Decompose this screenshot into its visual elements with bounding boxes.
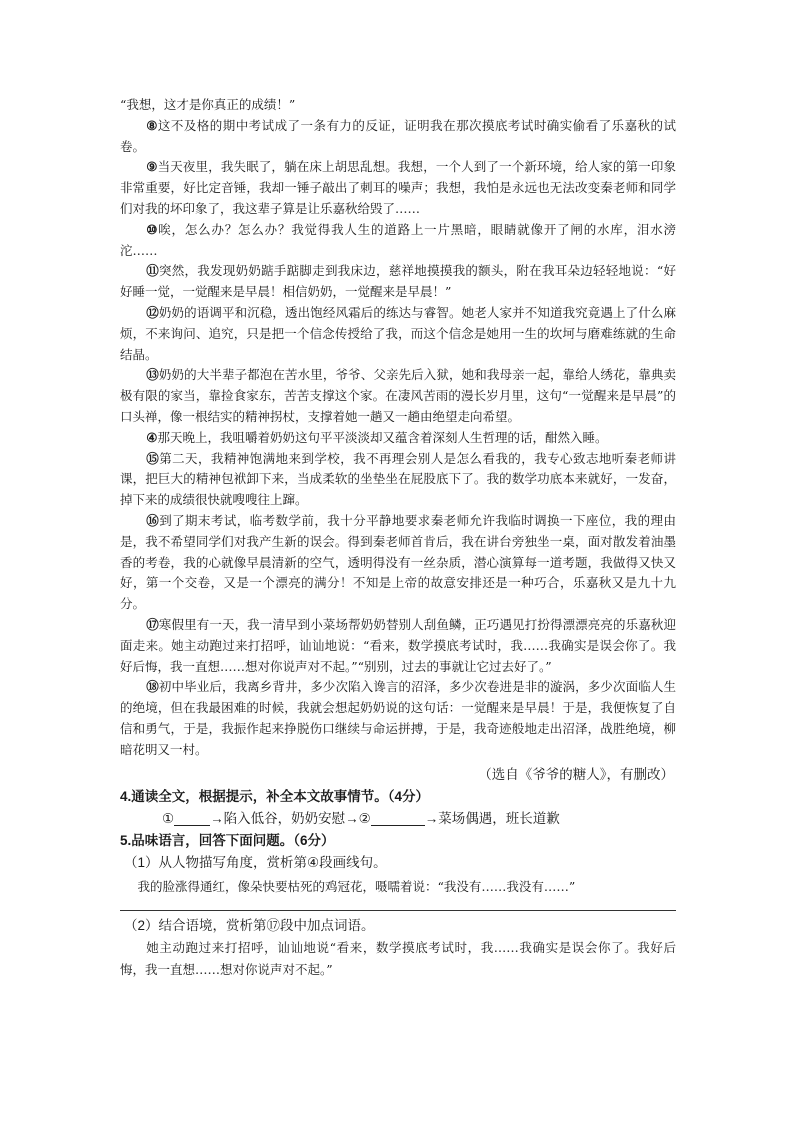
paragraph-10 [120, 220, 676, 262]
paragraph-text: 唉，怎么办？怎么办？我觉得我人生的道路上一片黑暗，眼睛就像开了闸的水库，泪水滂沱…… [120, 221, 676, 258]
paragraph-text: 奶奶的大半辈子都泡在苦水里，爷爷、父亲先后入狱，她和我母亲一起，靠给人绣花，靠典卖极有限的家当，靠捡食家东，苦苦支撑这个家。在凄风苦雨的漫长岁月里，这句“一觉醒来是早晨”的口头禅，像一根结实的精神拐杖，支撑着她一趟又一趟由绝望走向希望。 [120, 367, 676, 424]
paragraph-11 [120, 261, 676, 303]
paragraph-17 [120, 615, 676, 677]
question-4-plot-chain [162, 808, 676, 830]
paragraph-text: 奶奶的语调平和沉稳，透出饱经风霜后的练达与睿智。她老人家并不知道我究竟遇上了什么麻烦，不来询问、追究，只是把一个信念传授给了我，而这个信念是她用一生的坎坷与磨难练就的生命结晶。 [120, 304, 676, 362]
paragraph-12 [120, 303, 676, 365]
paragraph-14 [120, 428, 676, 449]
paragraph-text: 到了期末考试，临考数学前，我十分平静地要求秦老师允许我临时调换一下座位，我的理由是，我不希望同学们对我产生新的误会。得到秦老师首肯后，我在讲台旁独坐一桌，面对散发着油墨香的考卷，我的心就像早晨清新的空气，透明得没有一丝杂质，潜心演算每一道考题，我做得又快又好，第一个交卷，又是一个漂亮的满分！不知是上帝的故意安排还是一种巧合，乐嘉秋又是九十九分。 [120, 512, 676, 612]
paragraph-15 [120, 449, 676, 511]
paragraph-number: ⑧ [146, 117, 158, 133]
blank-1-marker: ① [162, 810, 175, 826]
answer-blank-1[interactable] [174, 809, 210, 826]
paragraph-text: 当天夜里，我失眠了，躺在床上胡思乱想。我想，一个人到了一个新环境，给人家的第一印象非常重要，好比定音锤，我却一锤子敲出了刺耳的噪声；我想，我怕是永远也无法改变秦老师和同学们对我的坏印象了，我这辈子算是让乐嘉秋给毁了…… [120, 159, 676, 216]
paragraph-text: 突然，我发现奶奶踮手踮脚走到我床边，慈祥地摸摸我的额头，附在我耳朵边轻轻地说：“好好睡一觉，一觉醒来是早晨！相信奶奶，一觉醒来是早晨！” [120, 263, 676, 300]
paragraph-9 [120, 157, 676, 219]
source-citation: （选自《爷爷的糖人》，有删改） [478, 766, 674, 782]
paragraph-8 [120, 116, 676, 158]
dotted-word-excerpt: 她主动跑过来打招呼，讪讪地说“看来，数学摸底考试时，我……我确实是误会你了。我好后悔，我一直想……想对你说声对不起。” [120, 939, 676, 977]
paragraph-13 [120, 365, 676, 427]
paragraph-number: ⑯ [146, 512, 160, 528]
paragraph-number: ⑮ [146, 450, 160, 466]
article-body [120, 95, 676, 981]
paragraph-number: ⑪ [146, 263, 160, 279]
paragraph-number: ⑬ [146, 367, 159, 383]
paragraph-text: 这不及格的期中考试成了一条有力的反证，证明我在那次摸底考试时确实偷看了乐嘉秋的试卷。 [120, 117, 676, 154]
paragraph-text: 寒假里有一天，我一清早到小菜场帮奶奶替别人刮鱼鳞，正巧遇见打扮得漂漂亮亮的乐嘉秋迎面走来。她主动跑过来打招呼，讪讪地说：“看来，数学摸底考试时，我……我确实是误会你了。我好后悔，我一直想……想对你说声对不起。”“别别，过去的事就让它过去好了。” [120, 616, 676, 674]
paragraph-number: ④ [146, 429, 158, 445]
paragraph-text: 那天晚上，我咀嚼着奶奶这句平平淡淡却又蕴含着深刻人生哲理的话，酣然入睡。 [157, 429, 608, 445]
question-5-2-prompt: （2）结合语境，赏析第⑰段中加点词语。 [124, 917, 375, 933]
paragraph-number: ⑫ [146, 304, 159, 320]
question-5-title: 5.品味语言，回答下面问题。（6分） [120, 832, 335, 848]
plot-step-text: →菜场偶遇，班长道歉 [424, 810, 560, 826]
answer-blank-2[interactable] [371, 809, 425, 826]
paragraph-text: 第二天，我精神饱满地来到学校，我不再理会别人是怎么看我的，我专心致志地听秦老师讲课，把巨大的精神包袱卸下来，当成柔软的坐垫坐在屁股底下了。我的数学功底本来就好，一发奋，掉下来的成绩很快就嗖嗖往上蹿。 [120, 450, 676, 508]
answer-line [120, 910, 676, 911]
question-4-title: 4.通读全文，根据提示，补全本文故事情节。（4分） [120, 788, 430, 804]
question-5-1-prompt: （1）从人物描写角度，赏析第④段画线句。 [124, 854, 387, 870]
blank-2-marker: ② [358, 810, 371, 826]
paragraph-16 [120, 511, 676, 615]
paragraph-18 [120, 677, 676, 760]
paragraph-number: ⑩ [146, 221, 159, 237]
paragraph-number: ⑰ [146, 616, 159, 632]
plot-step-text: →陷入低谷，奶奶安慰→ [210, 810, 359, 826]
underlined-sentence: 我的脸涨得通红，像朵快要枯死的鸡冠花，嗫嚅着说：“我没有……我没有……” [137, 878, 576, 894]
opening-quote: “我想，这才是你真正的成绩！” [120, 97, 296, 112]
paragraph-number: ⑨ [146, 159, 158, 175]
paragraph-number: ⑱ [146, 679, 159, 695]
paragraph-text: 初中毕业后，我离乡背井，多少次陷入谗言的沼泽，多少次卷进是非的漩涡，多少次面临人生的绝境，但在我最困难的时候，我就会想起奶奶说的这句话：一觉醒来是早晨！于是，我便恢复了自信和勇气，于是，我振作起来挣脱伤口继续与命运拼搏，于是，我奇迹般地走出沼泽，战胜绝境，柳暗花明又一村。 [120, 679, 676, 757]
